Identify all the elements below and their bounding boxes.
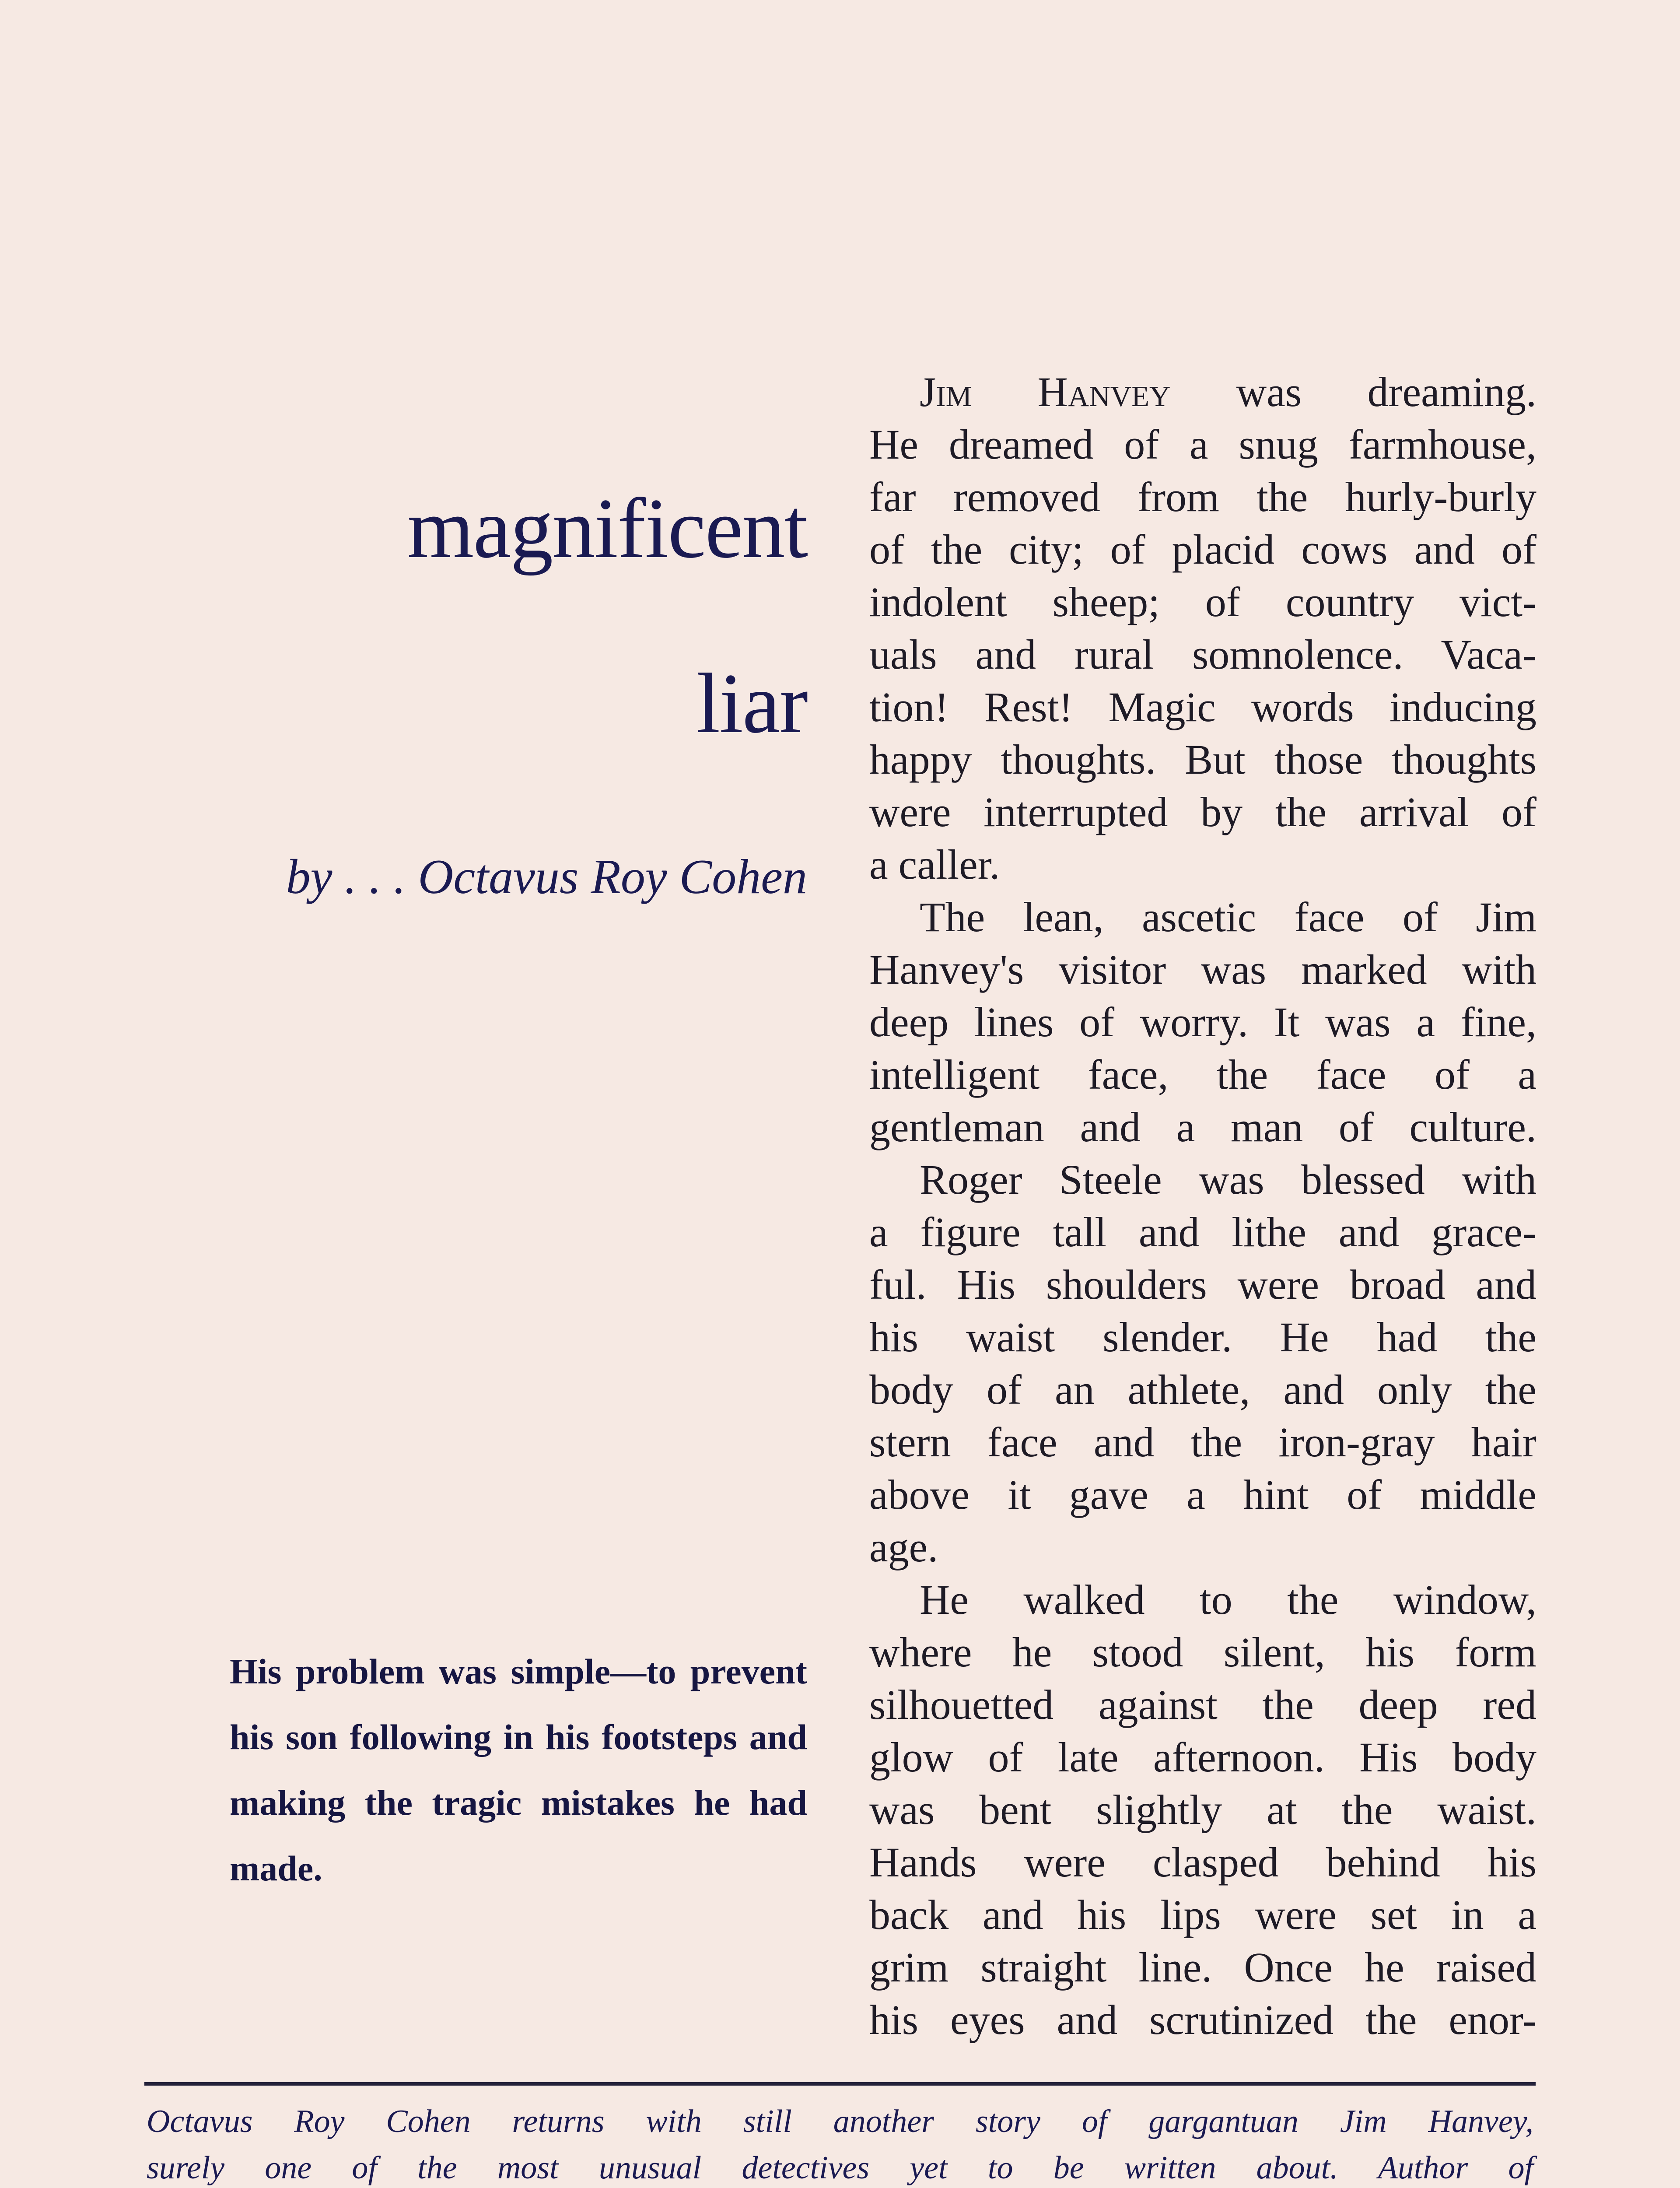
story-title-line-1: magnificent [407, 481, 807, 576]
body-line: deep lines of worry. It was a fine, [869, 999, 1536, 1045]
body-line: He dreamed of a snug farmhouse, [869, 421, 1536, 468]
body-line: his eyes and scrutinized the enor- [869, 1996, 1536, 2043]
body-line: back and his lips were set in a [869, 1891, 1536, 1938]
blurb-line: surely one of the most unusual detectives yet to be written about. Author of [147, 2150, 1533, 2186]
body-paragraph-1 [869, 366, 1536, 891]
body-line: ful. His shoulders were broad and [869, 1261, 1536, 1308]
body-line: body of an athlete, and only the [869, 1366, 1536, 1413]
body-line: far removed from the hurly-burly [869, 473, 1536, 520]
footnote-top-rule [144, 2082, 1536, 2086]
body-line: his waist slender. He had the [869, 1314, 1536, 1360]
body-line: stern face and the iron-gray hair [869, 1419, 1536, 1466]
body-line: Hands were clasped behind his [869, 1839, 1536, 1886]
body-line: age. [869, 1524, 938, 1571]
body-line: Jim Hanvey was dreaming. [920, 368, 1536, 415]
body-line: intelligent face, the face of a [869, 1051, 1536, 1098]
body-line: was bent slightly at the waist. [869, 1786, 1536, 1833]
body-paragraph-3 [869, 1154, 1536, 1574]
body-line: uals and rural somnolence. Vaca- [869, 631, 1536, 678]
body-line: were interrupted by the arrival of [869, 789, 1536, 835]
lead-in-name: Jim Hanvey [920, 368, 1171, 415]
body-line: a figure tall and lithe and grace- [869, 1209, 1536, 1255]
author-byline: by . . . Octavus Roy Cohen [286, 850, 807, 904]
body-paragraph-4 [869, 1574, 1536, 2046]
body-line: above it gave a hint of middle [869, 1471, 1536, 1518]
body-line: Hanvey's visitor was marked with [869, 946, 1536, 993]
body-line: grim straight line. Once he raised [869, 1944, 1536, 1991]
body-line: glow of late afternoon. His body [869, 1734, 1536, 1781]
body-line: indolent sheep; of country vict- [869, 579, 1536, 625]
body-paragraph-2 [869, 891, 1536, 1154]
story-body-column [869, 366, 1536, 2046]
blurb-line: Octavus Roy Cohen returns with still another story of gargantuan Jim Hanvey, [147, 2104, 1533, 2139]
body-line: of the city; of placid cows and of [869, 526, 1536, 573]
body-line: a caller. [869, 841, 1000, 888]
body-line: gentleman and a man of culture. [869, 1104, 1536, 1150]
body-line: silhouetted against the deep red [869, 1681, 1536, 1728]
body-line: The lean, ascetic face of Jim [920, 894, 1536, 940]
body-line: where he stood silent, his form [869, 1629, 1536, 1676]
story-title-line-2: liar [696, 656, 807, 751]
body-line: happy thoughts. But those thoughts [869, 736, 1536, 783]
body-line: Roger Steele was blessed with [920, 1156, 1536, 1203]
body-line: He walked to the window, [920, 1576, 1536, 1623]
pull-quote: His problem was simple—to prevent his son following in his footsteps and making the tragic mistakes he had made. [230, 1652, 807, 1888]
body-line: tion! Rest! Magic words inducing [869, 684, 1536, 730]
author-blurb [147, 2098, 1533, 2188]
